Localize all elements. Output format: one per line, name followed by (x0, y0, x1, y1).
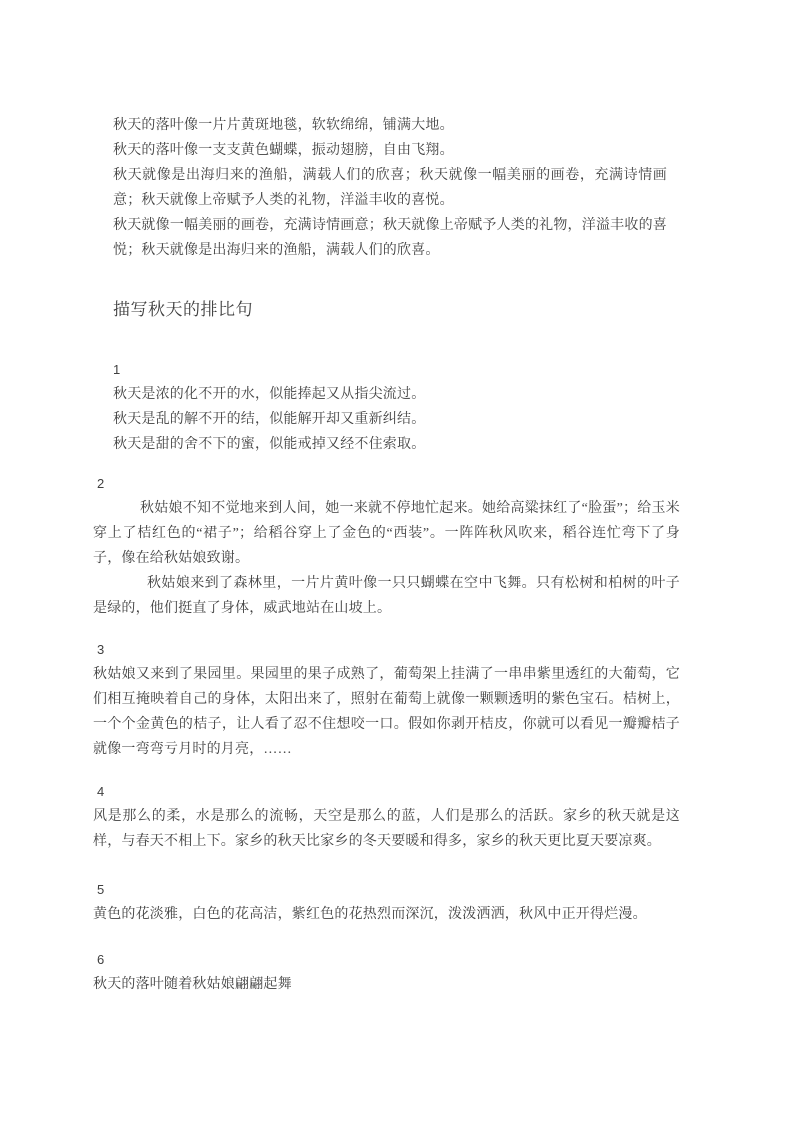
section-1 (113, 357, 667, 457)
section-4 (93, 779, 680, 854)
section-paragraph: 秋天是浓的化不开的水，似能捧起又从指尖流过。 (113, 387, 426, 402)
section-paragraph: 风是那么的柔，水是那么的流畅，天空是那么的蓝，人们是那么的活跃。家乡的秋天就是这样，与春天不相上下。家乡的秋天比家乡的冬天要暖和得多，家乡的秋天更比夏天要凉爽。 (93, 809, 680, 849)
section-number: 1 (113, 362, 121, 377)
section-paragraph: 黄色的花淡雅，白色的花高洁，紫红色的花热烈而深沉，泼泼洒洒，秋风中正开得烂漫。 (93, 907, 647, 922)
section-paragraph: 秋天是甜的舍不下的蜜，似能戒掉又经不住索取。 (113, 437, 426, 452)
section-paragraph: 秋天的落叶随着秋姑娘翩翩起舞 (93, 977, 292, 992)
document-heading: 描写秋天的排比句 (113, 300, 253, 319)
section-2 (93, 471, 680, 621)
section-number: 2 (97, 476, 105, 491)
section-number: 4 (97, 784, 105, 799)
intro-paragraph: 秋天就像一幅美丽的画卷，充满诗情画意；秋天就像上帝赋予人类的礼物，洋溢丰收的喜悦；秋天就像是出海归来的渔船，满载人们的欣喜。 (113, 218, 667, 258)
section-paragraph: 秋姑娘不知不觉地来到人间，她一来就不停地忙起来。她给高粱抹红了“脸蛋”；给玉米穿上了桔红色的“裙子”；给稻谷穿上了金色的“西装”。一阵阵秋风吹来，稻谷连忙弯下了身子，像在给秋姑娘致谢。 (93, 501, 680, 566)
section-paragraph: 秋姑娘又来到了果园里。果园里的果子成熟了，葡萄架上挂满了一串串紫里透红的大葡萄，它们相互掩映着自己的身体，太阳出来了，照射在葡萄上就像一颗颗透明的紫色宝石。桔树上，一个个金黄色的桔子，让人看了忍不住想咬一口。假如你剥开桔皮，你就可以看见一瓣瓣桔子就像一弯弯亏月时的月亮，…… (93, 667, 680, 757)
section-5 (93, 877, 680, 927)
section-paragraph: 秋姑娘来到了森林里，一片片黄叶像一只只蝴蝶在空中飞舞。只有松树和柏树的叶子是绿的，他们挺直了身体，威武地站在山坡上。 (93, 576, 680, 616)
section-number: 6 (97, 952, 105, 967)
intro-paragraph: 秋天就像是出海归来的渔船，满载人们的欣喜；秋天就像一幅美丽的画卷，充满诗情画意；秋天就像上帝赋予人类的礼物，洋溢丰收的喜悦。 (113, 168, 667, 208)
intro-paragraph: 秋天的落叶像一片片黄斑地毯，软软绵绵，铺满大地。 (113, 118, 454, 133)
intro-paragraph: 秋天的落叶像一支支黄色蝴蝶，振动翅膀，自由飞翔。 (113, 143, 454, 158)
section-3 (93, 637, 680, 762)
section-paragraph: 秋天是乱的解不开的结，似能解开却又重新纠结。 (113, 412, 426, 427)
section-number: 5 (97, 882, 105, 897)
section-6 (93, 947, 680, 997)
section-number: 3 (97, 642, 105, 657)
intro-section (113, 113, 667, 263)
